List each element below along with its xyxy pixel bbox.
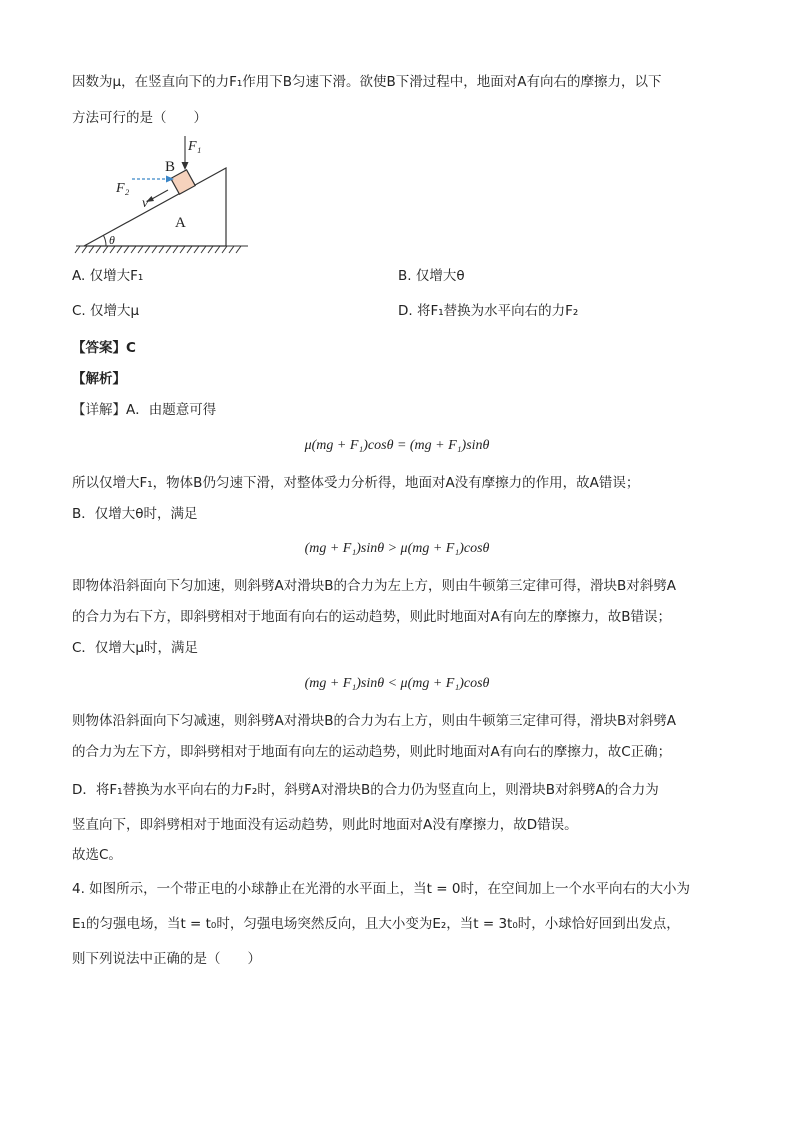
incline-figure [70, 132, 260, 257]
q4-stem-line-3: 则下列说法中正确的是（ ） [72, 951, 261, 967]
hatch-mark [131, 246, 136, 253]
equation-2: (mg + F₁)sinθ > μ(mg + F₁)cosθ [304, 541, 490, 556]
hatch-mark [187, 246, 192, 253]
option-c: C. 仅增大μ [72, 303, 140, 319]
equation-3: (mg + F₁)sinθ < μ(mg + F₁)cosθ [304, 676, 490, 691]
option-b: B. 仅增大θ [398, 268, 465, 284]
v-arrow [146, 190, 168, 202]
analysis-c-intro: C．仅增大μ时，满足 [72, 640, 199, 656]
hatch-mark [138, 246, 143, 253]
hatch-mark [215, 246, 220, 253]
hatch-mark [145, 246, 150, 253]
equation-1: μ(mg + F₁)cosθ = (mg + F₁)sinθ [304, 438, 490, 453]
label-f1: F₁ [188, 139, 202, 154]
f2-arrow [132, 176, 174, 183]
hatch-mark [103, 246, 108, 253]
label-a: A [175, 215, 186, 231]
analysis-b-line-1: 即物体沿斜面向下匀加速，则斜劈A对滑块B的合力为左上方，则由牛顿第三定律可得，滑块B对斜劈A [72, 578, 676, 594]
hatch-mark [82, 246, 87, 253]
q4-stem-line-2: E₁的匀强电场，当t = t₀时，匀强电场突然反向，且大小变为E₂，当t = 3t₀时，小球恰好回到出发点， [72, 916, 680, 932]
option-d: D. 将F₁替换为水平向右的力F₂ [398, 303, 579, 319]
hatch-mark [89, 246, 94, 253]
answer-label: 【答案】C [72, 340, 136, 356]
q3-stem-line-1: 因数为μ，在竖直向下的力F₁作用下B匀速下滑。欲使B下滑过程中，地面对A有向右的摩擦力，以下 [72, 74, 662, 90]
analysis-title: 【解析】 [72, 371, 126, 387]
analysis-c-line-1: 则物体沿斜面向下匀减速，则斜劈A对滑块B的合力为右上方，则由牛顿第三定律可得，滑块B对斜劈A [72, 713, 676, 729]
q4-stem-line-1: 4. 如图所示，一个带正电的小球静止在光滑的水平面上，当t = 0时，在空间加上一个水平向右的大小为 [72, 881, 690, 897]
hatch-mark [194, 246, 199, 253]
hatch-mark [124, 246, 129, 253]
hatch-mark [75, 246, 80, 253]
analysis-d-line-2: 竖直向下，即斜劈相对于地面没有运动趋势，则此时地面对A没有摩擦力，故D错误。 [72, 817, 578, 833]
conclusion: 故选C。 [72, 847, 122, 863]
hatch-mark [117, 246, 122, 253]
wedge-a [84, 168, 226, 246]
hatch-mark [236, 246, 241, 253]
hatch-mark [180, 246, 185, 253]
analysis-a: 所以仅增大F₁，物体B仍匀速下滑，对整体受力分析得，地面对A没有摩擦力的作用，故A错误； [72, 475, 640, 491]
theta-arc [104, 236, 107, 247]
hatch-mark [208, 246, 213, 253]
hatch-mark [201, 246, 206, 253]
hatch-mark [110, 246, 115, 253]
hatch-mark [229, 246, 234, 253]
analysis-b-intro: B．仅增大θ时，满足 [72, 506, 198, 522]
hatch-mark [152, 246, 157, 253]
q3-stem-line-2: 方法可行的是（ ） [72, 110, 207, 126]
detail-intro: 【详解】A．由题意可得 [72, 402, 217, 418]
analysis-d-line-1: D．将F₁替换为水平向右的力F₂时，斜劈A对滑块B的合力仍为竖直向上，则滑块B对斜劈A的合力为 [72, 782, 659, 798]
hatch-mark [166, 246, 171, 253]
option-a: A. 仅增大F₁ [72, 268, 144, 284]
hatch-mark [173, 246, 178, 253]
label-v: v [142, 196, 149, 211]
hatch-mark [159, 246, 164, 253]
hatch-mark [222, 246, 227, 253]
label-f2: F₂ [116, 181, 130, 196]
hatch-mark [96, 246, 101, 253]
label-theta: θ [109, 233, 115, 247]
analysis-c-line-2: 的合力为左下方，即斜劈相对于地面有向左的运动趋势，则此时地面对A有向右的摩擦力，故C正确； [72, 744, 672, 760]
label-b: B [165, 159, 176, 175]
ground-hatching [75, 246, 248, 253]
analysis-b-line-2: 的合力为右下方，即斜劈相对于地面有向右的运动趋势，则此时地面对A有向左的摩擦力，故B错误； [72, 609, 671, 625]
